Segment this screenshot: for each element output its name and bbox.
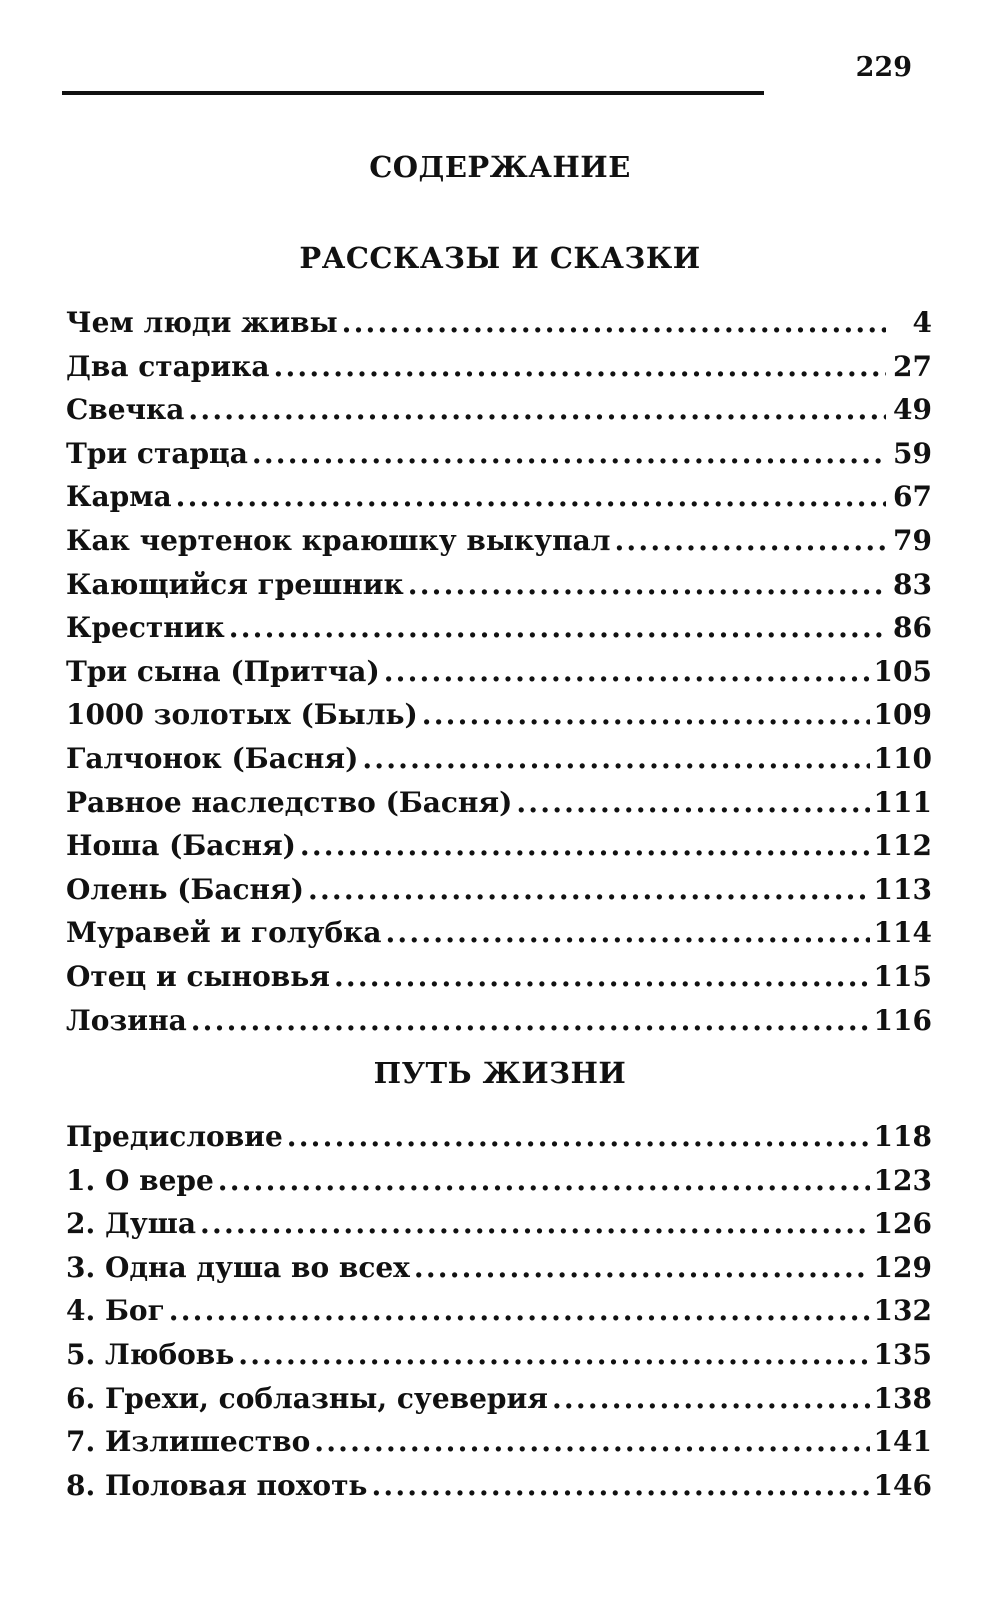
toc-entry — [66, 437, 932, 481]
toc-dot-leader — [200, 1207, 870, 1240]
toc-entry-page: 135 — [873, 1337, 932, 1371]
toc-entry — [66, 960, 932, 1004]
toc-entry-page: 112 — [873, 829, 932, 863]
toc-dot-leader — [408, 568, 886, 601]
toc-entry — [66, 1251, 932, 1295]
toc-entry — [66, 611, 932, 655]
toc-entry-page: 116 — [873, 1003, 932, 1037]
toc-entry — [66, 393, 932, 437]
toc-entry — [66, 350, 932, 394]
toc-dot-leader — [252, 437, 886, 470]
toc-entry-title: Отец и сыновья — [66, 959, 330, 993]
toc-entry-title: Кающийся грешник — [66, 567, 404, 601]
toc-entry-page: 83 — [893, 567, 932, 601]
section-heading-path-of-life: ПУТЬ ЖИЗНИ — [373, 1056, 627, 1090]
toc-entry — [66, 1164, 932, 1208]
toc-entry-title: Муравей и голубка — [66, 916, 382, 950]
toc-entry — [66, 1382, 932, 1426]
toc-dot-leader — [218, 1164, 870, 1197]
toc-entry-page: 129 — [873, 1250, 932, 1284]
toc-entry-page: 123 — [873, 1163, 932, 1197]
toc-entry — [66, 306, 932, 350]
toc-entry-page: 4 — [912, 306, 932, 339]
toc-entry-page: 110 — [873, 741, 932, 775]
toc-entry — [66, 1425, 932, 1469]
toc-entry-title: Лозина — [66, 1003, 187, 1037]
toc-entry-title: Крестник — [66, 611, 225, 645]
toc-dot-leader — [334, 960, 870, 993]
toc-entry-title: 4. Бог — [66, 1294, 165, 1328]
toc-entry — [66, 480, 932, 524]
toc-dot-leader — [308, 873, 870, 906]
toc-entry-title: Олень (Басня) — [66, 872, 304, 906]
toc-entry-page: 115 — [873, 959, 932, 993]
toc-entry-title: Равное наследство (Басня) — [66, 785, 513, 819]
toc-entry-title: Чем люди живы — [66, 306, 338, 339]
toc-entry — [66, 1207, 932, 1251]
header-rule — [62, 91, 764, 95]
toc-list-path-of-life — [66, 1120, 932, 1512]
toc-entry — [66, 1469, 932, 1513]
toc-entry-title: Ноша (Басня) — [66, 829, 296, 863]
toc-entry — [66, 568, 932, 612]
toc-entry-page: 138 — [873, 1381, 932, 1415]
toc-entry — [66, 1294, 932, 1338]
toc-entry-page: 111 — [873, 785, 932, 819]
toc-entry-title: 7. Излишество — [66, 1425, 311, 1459]
toc-entry-page: 79 — [893, 523, 932, 557]
toc-dot-leader — [238, 1338, 869, 1371]
toc-dot-leader — [314, 1425, 869, 1458]
toc-entry-title: Карма — [66, 480, 172, 514]
toc-dot-leader — [229, 611, 886, 644]
toc-entry-title: Три сына (Притча) — [66, 654, 380, 688]
toc-dot-leader — [342, 306, 886, 339]
toc-entry-title: Предисловие — [66, 1120, 283, 1153]
toc-entry-title: 1000 золотых (Быль) — [66, 698, 418, 732]
toc-entry-title: Свечка — [66, 393, 185, 427]
toc-dot-leader — [614, 524, 886, 557]
toc-entry-title: 1. О вере — [66, 1163, 214, 1197]
toc-entry-page: 126 — [873, 1207, 932, 1241]
toc-dot-leader — [552, 1382, 870, 1415]
toc-entry-title: Три старца — [66, 436, 248, 470]
toc-entry-page: 113 — [873, 872, 932, 906]
toc-dot-leader — [191, 1004, 870, 1037]
toc-entry-title: Два старика — [66, 349, 270, 383]
toc-dot-leader — [384, 655, 870, 688]
toc-entry — [66, 916, 932, 960]
toc-entry-page: 118 — [873, 1120, 932, 1153]
toc-entry-page: 109 — [873, 698, 932, 732]
toc-list-stories — [66, 306, 932, 1047]
toc-dot-leader — [422, 698, 870, 731]
toc-entry — [66, 786, 932, 830]
toc-dot-leader — [287, 1120, 870, 1153]
toc-entry — [66, 655, 932, 699]
toc-dot-leader — [516, 786, 869, 819]
toc-dot-leader — [371, 1469, 869, 1502]
toc-entry-title: 2. Душа — [66, 1207, 197, 1241]
toc-entry — [66, 829, 932, 873]
toc-entry — [66, 698, 932, 742]
toc-dot-leader — [414, 1251, 870, 1284]
toc-entry-page: 86 — [893, 611, 932, 645]
toc-entry — [66, 1004, 932, 1048]
toc-entry-page: 132 — [873, 1294, 932, 1328]
toc-entry-page: 59 — [893, 436, 932, 470]
toc-dot-leader — [188, 393, 886, 426]
toc-entry — [66, 524, 932, 568]
toc-dot-leader — [176, 480, 886, 513]
toc-entry-title: 8. Половая похоть — [66, 1468, 368, 1502]
page-number: 229 — [855, 52, 912, 83]
toc-entry — [66, 1120, 932, 1164]
toc-dot-leader — [274, 350, 887, 383]
toc-entry-page: 105 — [873, 654, 932, 688]
toc-entry-title: Как чертенок краюшку выкупал — [66, 523, 611, 557]
section-heading-stories: РАССКАЗЫ И СКАЗКИ — [299, 241, 701, 275]
contents-title: СОДЕРЖАНИЕ — [369, 150, 631, 184]
toc-entry-page: 114 — [873, 916, 932, 950]
toc-dot-leader — [362, 742, 869, 775]
toc-entry-title: 3. Одна душа во всех — [66, 1250, 410, 1284]
toc-entry — [66, 873, 932, 917]
toc-entry-page: 141 — [873, 1425, 932, 1459]
toc-entry-title: 5. Любовь — [66, 1337, 235, 1371]
toc-dot-leader — [300, 829, 870, 862]
toc-dot-leader — [385, 916, 869, 949]
toc-entry-page: 146 — [873, 1468, 932, 1502]
toc-entry-page: 49 — [893, 393, 932, 427]
toc-entry-title: 6. Грехи, соблазны, суеверия — [66, 1381, 548, 1415]
toc-dot-leader — [169, 1294, 870, 1327]
toc-entry — [66, 1338, 932, 1382]
toc-entry-page: 67 — [893, 480, 932, 514]
toc-entry-page: 27 — [893, 349, 932, 383]
toc-entry — [66, 742, 932, 786]
toc-entry-title: Галчонок (Басня) — [66, 741, 359, 775]
